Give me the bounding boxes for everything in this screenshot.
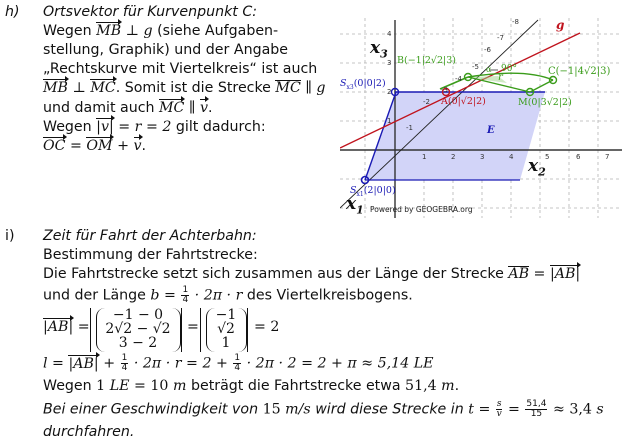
paren-right <box>172 308 181 352</box>
label-point-a: A(0|√2|2) <box>441 96 486 107</box>
vector-oc: OC <box>43 138 66 154</box>
part-h-line-5: und damit auch MC ∥ v. <box>43 100 213 116</box>
part-i-line-6: durchfahren. <box>43 424 135 440</box>
axis-label-x2: $x_2$ <box>528 156 546 179</box>
part-h-line-2: stellung, Graphik) und der Angabe <box>43 42 289 58</box>
part-i-line-3: und der Länge b = $\frac{1}{4}$ · 2π · r des Viertelkreisbogens. <box>43 285 413 305</box>
vector-mb: MB <box>96 23 122 39</box>
result-ab: = 2 <box>254 319 280 335</box>
label-radius-r: r <box>498 72 503 83</box>
label-angle: 90° <box>501 64 517 74</box>
part-h-line-3: „Rechtskurve mit Viertelkreis“ ist auch <box>43 61 318 77</box>
equation-total-length: l = |AB| + $\frac{1}{4}$ · 2π · r = 2 + $\frac{1}{4}$ · 2π · 2 = 2 + π ≈ 5,14 LE <box>43 353 434 373</box>
geogebra-credit: Powered by GEOGEBRA.org <box>370 205 473 214</box>
vector-mb: MB <box>43 80 68 96</box>
vector-v: v <box>200 100 209 116</box>
vector-mc: MC <box>159 100 185 116</box>
vector-om: OM <box>86 138 113 154</box>
part-i-heading: Zeit für Fahrt der Achterbahn: <box>43 228 257 244</box>
label-point-c: C(−1|4√2|3) <box>548 66 611 77</box>
axis-label-x1: $x_1$ <box>346 194 364 217</box>
part-i-line-4: Wegen 1 LE = 10 m beträgt die Fahrtstrecke etwa 51,4 m. <box>43 378 460 394</box>
heading-text: Ortsvektor für Kurvenpunkt C: <box>43 4 258 20</box>
matrix-2: −1 √2 1 <box>215 307 237 351</box>
segment-ab: AB <box>508 266 530 282</box>
label-g: g <box>556 18 565 32</box>
part-h-line-1: Wegen MB ⊥ g (siehe Aufgaben- <box>43 23 279 39</box>
vector-ab-abs: |AB| <box>549 266 581 282</box>
part-i-line-1: Bestimmung der Fahrtstrecke: <box>43 247 258 263</box>
part-i-line-5: Bei einer Geschwindigkeit von 15 m/s wird diese Strecke in t = $\frac{s}{v}$ = $\frac{51,4}{15}$ ≈ 3,4 s <box>43 399 604 419</box>
axis-label-x3: $x_3$ <box>370 38 388 61</box>
part-h-line-6: Wegen |v| = r = 2 gilt dadurch: <box>43 119 266 135</box>
label-alpha: α <box>486 65 492 74</box>
matrix-1: −1 − 0 2√2 − √2 3 − 2 <box>105 307 171 351</box>
part-i-label: i) <box>5 228 15 244</box>
label-point-sx3: $S_{x3}(0|0|2)$ <box>340 78 386 91</box>
part-h-label: h) <box>5 4 20 20</box>
fraction-quarter: $\frac{1}{4}$ <box>182 285 189 305</box>
vector-mc: MC <box>90 80 116 96</box>
part-i-line-2: Die Fahrtstrecke setzt sich zusammen aus der Länge der Strecke AB = |AB| <box>43 266 581 282</box>
part-h-line-4: MB ⊥ MC. Somit ist die Strecke MC ∥ g <box>43 80 326 96</box>
vector-ab-abs: |AB| <box>43 319 74 335</box>
abs-bar-right <box>181 308 184 352</box>
vector-v-abs: |v| <box>96 119 114 135</box>
part-h-heading <box>43 4 257 21</box>
vector-v: v <box>133 138 142 154</box>
label-point-m: M(0|3√2|2) <box>518 97 572 108</box>
label-plane-e: E <box>487 125 495 136</box>
segment-mc: MC <box>275 80 301 96</box>
equation-ab-length: |AB| = <box>43 319 90 335</box>
geogebra-graphic: 1 2 3 4 5 6 7 1 2 3 4 -1 -2 -3 -4 -5 -6 -7 -8 $x_3$ $x_2$ $x_1$ g B(−1|2√2|3) C(−1|4√2|3) A(0|√2|2) M(0|3√2|2) $S_{x3}(0|0|2)$ $S_{x1}(2|0|0)$ E r 90° α Powered by GEOGEBRA.org <box>340 18 622 218</box>
part-h-line-7: OC = OM + v. <box>43 138 147 154</box>
label-point-sx1: $S_{x1}(2|0|0)$ <box>350 185 396 198</box>
label-point-b: B(−1|2√2|3) <box>397 55 456 66</box>
